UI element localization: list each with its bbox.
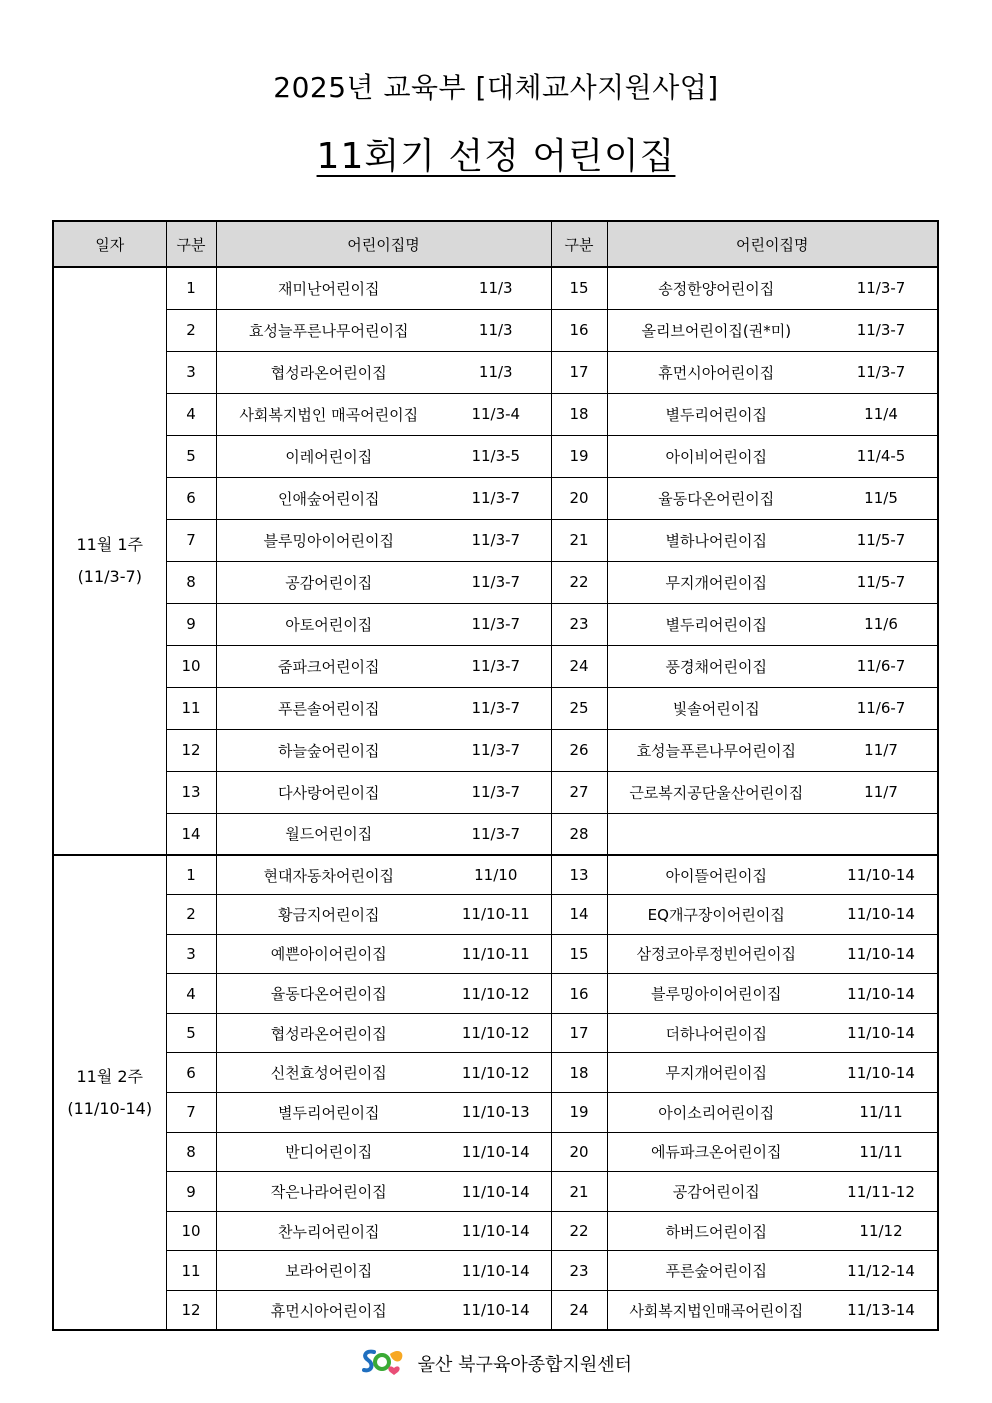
row-number-right: 16 <box>551 974 607 1014</box>
daycare-name-left: 별두리어린이집 <box>216 1093 441 1133</box>
daycare-name-right: 올리브어린이집(권*미) <box>607 309 825 351</box>
daycare-name-right: 무지개어린이집 <box>607 1053 825 1093</box>
daycare-name-left: 신천효성어린이집 <box>216 1053 441 1093</box>
daycare-date-left: 11/10 <box>441 855 551 895</box>
row-number-right: 27 <box>551 771 607 813</box>
daycare-name-right: 근로복지공단울산어린이집 <box>607 771 825 813</box>
daycare-date-right: 11/12 <box>825 1211 938 1251</box>
week-label: 11월 1주 <box>76 535 144 554</box>
table-row <box>53 1291 938 1331</box>
row-number-right: 26 <box>551 729 607 771</box>
daycare-name-left: 공감어린이집 <box>216 561 441 603</box>
row-number-left: 7 <box>166 1093 216 1133</box>
daycare-date-left: 11/3 <box>441 309 551 351</box>
row-number-right: 24 <box>551 645 607 687</box>
daycare-name-right: 별두리어린이집 <box>607 393 825 435</box>
row-number-right: 18 <box>551 1053 607 1093</box>
daycare-name-right: 아이비어린이집 <box>607 435 825 477</box>
row-number-left: 3 <box>166 934 216 974</box>
daycare-date-right: 11/10-14 <box>825 974 938 1014</box>
table-row <box>53 561 938 603</box>
header-name-left: 어린이집명 <box>216 221 551 267</box>
daycare-date-right: 11/13-14 <box>825 1291 938 1331</box>
daycare-date-right: 11/10-14 <box>825 934 938 974</box>
daycare-name-right: 무지개어린이집 <box>607 561 825 603</box>
row-number-left: 4 <box>166 393 216 435</box>
row-number-left: 10 <box>166 645 216 687</box>
daycare-date-left: 11/3 <box>441 267 551 309</box>
daycare-name-left: 월드어린이집 <box>216 813 441 855</box>
row-number-left: 3 <box>166 351 216 393</box>
daycare-name-left: 사회복지법인 매곡어린이집 <box>216 393 441 435</box>
daycare-date-left: 11/3-7 <box>441 645 551 687</box>
daycare-name-right: 공감어린이집 <box>607 1172 825 1212</box>
daycare-date-right: 11/7 <box>825 771 938 813</box>
selection-table <box>52 220 939 1331</box>
daycare-name-left: 예쁜아이어린이집 <box>216 934 441 974</box>
daycare-date-left: 11/3-7 <box>441 813 551 855</box>
row-number-left: 10 <box>166 1211 216 1251</box>
daycare-date-left: 11/10-14 <box>441 1211 551 1251</box>
header-category-left: 구분 <box>166 221 216 267</box>
row-number-right: 22 <box>551 561 607 603</box>
daycare-date-left: 11/10-12 <box>441 1053 551 1093</box>
row-number-left: 4 <box>166 974 216 1014</box>
daycare-name-left: 휴먼시아어린이집 <box>216 1291 441 1331</box>
row-number-right: 23 <box>551 603 607 645</box>
daycare-date-left: 11/10-14 <box>441 1172 551 1212</box>
table-row <box>53 813 938 855</box>
row-number-left: 12 <box>166 729 216 771</box>
table-row <box>53 895 938 935</box>
row-number-left: 11 <box>166 1251 216 1291</box>
daycare-date-right: 11/10-14 <box>825 855 938 895</box>
daycare-date-left: 11/10-12 <box>441 974 551 1014</box>
daycare-date-right: 11/11 <box>825 1093 938 1133</box>
daycare-date-right: 11/3-7 <box>825 351 938 393</box>
row-number-right: 17 <box>551 351 607 393</box>
daycare-date-right: 11/6 <box>825 603 938 645</box>
daycare-date-right: 11/10-14 <box>825 1053 938 1093</box>
row-number-right: 20 <box>551 477 607 519</box>
row-number-right: 21 <box>551 519 607 561</box>
daycare-date-right: 11/10-14 <box>825 1013 938 1053</box>
week2-body <box>53 855 938 1330</box>
daycare-name-left: 협성라온어린이집 <box>216 1013 441 1053</box>
row-number-left: 14 <box>166 813 216 855</box>
daycare-name-right: 에듀파크온어린이집 <box>607 1132 825 1172</box>
week-range: (11/3-7) <box>77 567 142 586</box>
table-row <box>53 309 938 351</box>
row-number-right: 15 <box>551 267 607 309</box>
daycare-date-left: 11/3-7 <box>441 603 551 645</box>
row-number-left: 9 <box>166 603 216 645</box>
row-number-left: 1 <box>166 855 216 895</box>
daycare-date-right: 11/11-12 <box>825 1172 938 1212</box>
row-number-right: 18 <box>551 393 607 435</box>
row-number-right: 21 <box>551 1172 607 1212</box>
daycare-name-left: 아토어린이집 <box>216 603 441 645</box>
daycare-date-left: 11/3-5 <box>441 435 551 477</box>
header-date: 일자 <box>53 221 166 267</box>
daycare-date-right: 11/5 <box>825 477 938 519</box>
table-row <box>53 974 938 1014</box>
daycare-date-right: 11/5-7 <box>825 519 938 561</box>
daycare-name-left: 줌파크어린이집 <box>216 645 441 687</box>
daycare-name-left: 반디어린이집 <box>216 1132 441 1172</box>
row-number-right: 16 <box>551 309 607 351</box>
table-header-row <box>53 221 938 267</box>
daycare-date-left: 11/3-7 <box>441 519 551 561</box>
daycare-name-right: 휴먼시아어린이집 <box>607 351 825 393</box>
table-row <box>53 1251 938 1291</box>
daycare-date-left: 11/3-7 <box>441 771 551 813</box>
table-row <box>53 771 938 813</box>
daycare-name-left: 협성라온어린이집 <box>216 351 441 393</box>
daycare-date-right: 11/4 <box>825 393 938 435</box>
row-number-right: 19 <box>551 1093 607 1133</box>
row-number-left: 8 <box>166 1132 216 1172</box>
row-number-left: 6 <box>166 1053 216 1093</box>
daycare-date-right: 11/7 <box>825 729 938 771</box>
row-number-left: 9 <box>166 1172 216 1212</box>
daycare-date-right <box>825 813 938 855</box>
row-number-left: 8 <box>166 561 216 603</box>
header-name-right: 어린이집명 <box>607 221 938 267</box>
week-range: (11/10-14) <box>67 1098 153 1118</box>
daycare-date-left: 11/10-14 <box>441 1251 551 1291</box>
daycare-name-left: 인애숲어린이집 <box>216 477 441 519</box>
row-number-left: 5 <box>166 435 216 477</box>
row-number-left: 5 <box>166 1013 216 1053</box>
table-row <box>53 645 938 687</box>
daycare-name-right: 블루밍아이어린이집 <box>607 974 825 1014</box>
daycare-name-right <box>607 813 825 855</box>
daycare-name-right: 푸른숲어린이집 <box>607 1251 825 1291</box>
table-row <box>53 1093 938 1133</box>
table-row <box>53 351 938 393</box>
daycare-date-left: 11/3-4 <box>441 393 551 435</box>
row-number-right: 13 <box>551 855 607 895</box>
table-row <box>53 603 938 645</box>
daycare-date-left: 11/3 <box>441 351 551 393</box>
daycare-name-left: 다사랑어린이집 <box>216 771 441 813</box>
daycare-name-right: EQ개구장이어린이집 <box>607 895 825 935</box>
daycare-name-right: 빛솔어린이집 <box>607 687 825 729</box>
daycare-name-right: 아이소리어린이집 <box>607 1093 825 1133</box>
table-row <box>53 1132 938 1172</box>
table-row <box>53 435 938 477</box>
daycare-name-left: 재미난어린이집 <box>216 267 441 309</box>
header-category-right: 구분 <box>551 221 607 267</box>
daycare-name-left: 보라어린이집 <box>216 1251 441 1291</box>
subtitle-text: 11회기 선정 어린이집 <box>316 136 676 177</box>
row-number-left: 12 <box>166 1291 216 1331</box>
row-number-left: 13 <box>166 771 216 813</box>
daycare-name-right: 더하나어린이집 <box>607 1013 825 1053</box>
daycare-name-left: 푸른솔어린이집 <box>216 687 441 729</box>
week1-body <box>53 267 938 855</box>
daycare-name-right: 풍경채어린이집 <box>607 645 825 687</box>
daycare-date-right: 11/4-5 <box>825 435 938 477</box>
footer <box>0 1346 992 1381</box>
table-row <box>53 855 938 895</box>
daycare-name-left: 현대자동차어린이집 <box>216 855 441 895</box>
week-label: 11월 2주 <box>76 1066 144 1086</box>
row-number-left: 1 <box>166 267 216 309</box>
daycare-name-left: 하늘숲어린이집 <box>216 729 441 771</box>
daycare-date-left: 11/3-7 <box>441 687 551 729</box>
table-row <box>53 1172 938 1212</box>
row-number-left: 7 <box>166 519 216 561</box>
daycare-date-right: 11/3-7 <box>825 309 938 351</box>
daycare-date-left: 11/3-7 <box>441 477 551 519</box>
week-label-cell <box>53 267 166 855</box>
daycare-name-right: 별두리어린이집 <box>607 603 825 645</box>
daycare-name-right: 효성늘푸른나무어린이집 <box>607 729 825 771</box>
row-number-right: 14 <box>551 895 607 935</box>
table-row <box>53 477 938 519</box>
daycare-name-left: 효성늘푸른나무어린이집 <box>216 309 441 351</box>
week-label-cell <box>53 855 166 1330</box>
row-number-right: 20 <box>551 1132 607 1172</box>
table-row <box>53 1053 938 1093</box>
row-number-right: 22 <box>551 1211 607 1251</box>
center-logo-icon <box>360 1346 406 1381</box>
daycare-date-right: 11/12-14 <box>825 1251 938 1291</box>
daycare-name-left: 블루밍아이어린이집 <box>216 519 441 561</box>
table-row <box>53 1211 938 1251</box>
daycare-date-left: 11/3-7 <box>441 561 551 603</box>
table-row <box>53 1013 938 1053</box>
daycare-date-right: 11/11 <box>825 1132 938 1172</box>
daycare-name-left: 이레어린이집 <box>216 435 441 477</box>
row-number-right: 17 <box>551 1013 607 1053</box>
row-number-left: 2 <box>166 895 216 935</box>
daycare-date-right: 11/10-14 <box>825 895 938 935</box>
daycare-date-left: 11/10-14 <box>441 1291 551 1331</box>
daycare-date-right: 11/3-7 <box>825 267 938 309</box>
row-number-right: 19 <box>551 435 607 477</box>
table-row <box>53 934 938 974</box>
daycare-name-right: 아이뜰어린이집 <box>607 855 825 895</box>
daycare-date-left: 11/10-11 <box>441 934 551 974</box>
daycare-date-left: 11/10-13 <box>441 1093 551 1133</box>
daycare-name-left: 율동다온어린이집 <box>216 974 441 1014</box>
daycare-date-left: 11/10-14 <box>441 1132 551 1172</box>
row-number-right: 23 <box>551 1251 607 1291</box>
row-number-right: 24 <box>551 1291 607 1331</box>
daycare-name-right: 율동다온어린이집 <box>607 477 825 519</box>
table-row <box>53 687 938 729</box>
daycare-name-right: 별하나어린이집 <box>607 519 825 561</box>
row-number-right: 25 <box>551 687 607 729</box>
row-number-right: 15 <box>551 934 607 974</box>
daycare-name-left: 황금지어린이집 <box>216 895 441 935</box>
daycare-date-right: 11/5-7 <box>825 561 938 603</box>
daycare-name-right: 하버드어린이집 <box>607 1211 825 1251</box>
daycare-name-right: 사회복지법인매곡어린이집 <box>607 1291 825 1331</box>
row-number-left: 11 <box>166 687 216 729</box>
daycare-name-right: 삼정코아루정빈어린이집 <box>607 934 825 974</box>
row-number-left: 2 <box>166 309 216 351</box>
table-row <box>53 519 938 561</box>
table-row <box>53 393 938 435</box>
table-row <box>53 267 938 309</box>
table-row <box>53 729 938 771</box>
footer-org-name: 울산 북구육아종합지원센터 <box>417 1354 633 1376</box>
daycare-date-right: 11/6-7 <box>825 645 938 687</box>
daycare-date-left: 11/3-7 <box>441 729 551 771</box>
row-number-right: 28 <box>551 813 607 855</box>
daycare-date-right: 11/6-7 <box>825 687 938 729</box>
daycare-name-left: 작은나라어린이집 <box>216 1172 441 1212</box>
document-subtitle <box>0 128 992 179</box>
daycare-name-left: 찬누리어린이집 <box>216 1211 441 1251</box>
daycare-date-left: 11/10-11 <box>441 895 551 935</box>
row-number-left: 6 <box>166 477 216 519</box>
daycare-date-left: 11/10-12 <box>441 1013 551 1053</box>
document-title: 2025년 교육부 [대체교사지원사업] <box>273 71 719 104</box>
daycare-name-right: 송정한양어린이집 <box>607 267 825 309</box>
